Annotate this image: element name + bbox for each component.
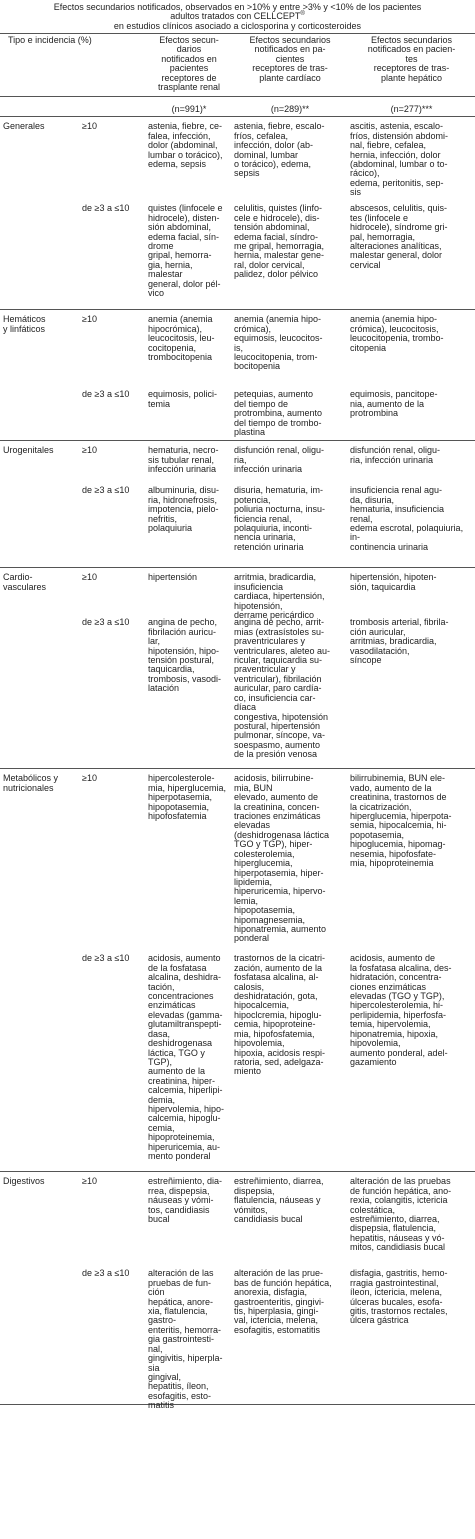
n-renal: (n=991)* — [171, 104, 207, 115]
sample-size-spacer — [0, 114, 146, 116]
incidence-label: de ≥3 a ≤10 — [82, 1268, 130, 1279]
section — [0, 1172, 475, 1411]
table-header — [0, 34, 475, 97]
section-rows — [78, 568, 475, 768]
category-label: Generales — [3, 121, 45, 132]
effects-renal: anemia (anemia hipocrómica), leucocitosis, leu- cocitopenia, trombocitopenia — [148, 314, 215, 363]
effects-hepatic: acidosis, aumento de la fosfatasa alcalina, des- hidratación, concentra- ciones enzimáticas elevadas (TGO y TGP), hipercolesterolemia, hi- perlipidemia, hiperfosfa- temia, hipervolemia, hiponatremia, hipoxia, hipovolemia, aumento ponderal, adel- gazamiento — [350, 953, 452, 1067]
table-row — [78, 1264, 475, 1411]
effects-hepatic: ascitis, astenia, escalo- fríos, distensión abdomi- nal, fiebre, cefalea, hernia, infección, dolor (abdominal, lumbar o to- rácico), edema, peritonitis, sep- sis — [350, 121, 449, 198]
section-rows — [78, 310, 475, 440]
title-line-1: Efectos secundarios notificados, observados en >10% y entre >3% y <10% de los pacientes — [53, 2, 422, 12]
effects-cardiac: estreñimiento, diarrea, dispepsia, flatulencia, náuseas y vómitos, candidiasis bucal — [234, 1176, 324, 1225]
incidence-label: ≥10 — [82, 314, 97, 325]
effects-cardiac: disfunción renal, oligu- ria, infección urinaria — [234, 445, 325, 475]
effects-hepatic: alteración de las pruebas de función hepática, ano- rexia, colangitis, ictericia colestática, estreñimiento, diarrea, dispepsia, flatulencia, hepatitis, náuseas y vó- mitos, candidiasis bucal — [350, 1176, 452, 1253]
table-row — [78, 310, 475, 385]
effects-renal: hematuria, necro- sis tubular renal, infección urinaria — [148, 445, 219, 475]
incidence-label: de ≥3 a ≤10 — [82, 485, 130, 496]
effects-renal: alteración de las pruebas de fun- ción hepática, anore- xia, flatulencia, gastro- enteritis, hemorra- gia gastrointesti- nal, gingivitis, hiperpla- sia gingival, hepatitis, íleon, esofagitis, esto- matitis — [148, 1268, 223, 1411]
section — [0, 441, 475, 568]
incidence-label: de ≥3 a ≤10 — [82, 617, 130, 628]
table-row — [78, 1172, 475, 1264]
category-label: Digestivos — [3, 1176, 45, 1187]
effects-hepatic: bilirrubinemia, BUN ele- vado, aumento de la creatinina, trastornos de la cicatrización, hiperglucemia, hiperpota- semia, hipocalcemia, hi- popotasemia, hipoglucemia, hipomag- nesemia, hipofosfate- mia, hipoproteinemia — [350, 773, 452, 869]
effects-cardiac: celulitis, quistes (linfo- cele e hidrocele), dis- tensión abdominal, edema facial, síndro- me gripal, hemorragia, hernia, malestar gene- ral, dolor cervical, palidez, dolor pélvico — [234, 203, 325, 280]
header-type-incidence: Tipo e incidencia (%) — [8, 35, 92, 45]
incidence-label: ≥10 — [82, 1176, 97, 1187]
effects-renal: albuminuria, disu- ria, hidronefrosis, impotencia, pielo- nefritis, polaquiuria — [148, 485, 220, 534]
category-label: Cardio- vasculares — [3, 572, 47, 592]
effects-renal: acidosis, aumento de la fosfatasa alcalina, deshidra- tación, concentraciones enzimáticas elevadas (gamma- glutamiltranspepti- dasa, deshidrogenasa láctica, TGO y TGP), aumento de la creatinina, hiper- calcemia, hiperlipi- demia, hipervolemia, hipo- calcemia, hipoglu- cemia, hipoproteinemia, hiperuricemia, au- mento ponderal — [148, 953, 225, 1161]
header-cardiac: Efectos secundarios notificados en pa- cientes receptores de tras- plante cardíaco — [249, 35, 331, 83]
title-line-2-text: adultos tratados con CELLCEPT — [170, 11, 301, 22]
effects-cardiac: angina de pecho, arrit- mias (extrasístoles su- praventriculares y ventriculares, aleteo au- ricular, taquicardia su- praventricular y ventricular), fibrilación auricular, paro cardía- co, insuficiencia car- díaca congestiva, hipotensión postural, hipertensión pulmonar, síncope, va- soespasmo, aumento de la presión venosa — [234, 617, 331, 760]
incidence-label: ≥10 — [82, 445, 97, 456]
effects-cardiac: alteración de las prue- bas de función hepática, anorexia, disfagia, gastroenteritis, gingivi- tis, hiperplasia, gingi- val, ictericia, melena, esofagitis, estomatitis — [234, 1268, 332, 1335]
effects-renal: equimosis, polici- temia — [148, 389, 218, 409]
n-cardiac: (n=289)** — [270, 104, 310, 115]
n-hepatic: (n=277)*** — [390, 104, 433, 115]
incidence-label: ≥10 — [82, 572, 97, 583]
effects-hepatic: disfunción renal, oligu- ria, infección urinaria — [350, 445, 441, 465]
incidence-label: de ≥3 a ≤10 — [82, 953, 130, 964]
effects-hepatic: equimosis, pancitope- nia, aumento de la protrombina — [350, 389, 438, 419]
sample-size-row — [0, 97, 475, 117]
effects-cardiac: disuria, hematuria, im- potencia, poliuria nocturna, insu- ficiencia renal, polaquiuria, inconti- nencia urinaria, retención urinaria — [234, 485, 326, 552]
category-label: Hemáticos y linfáticos — [3, 314, 46, 334]
section — [0, 568, 475, 769]
table-body — [0, 117, 475, 1411]
incidence-label: de ≥3 a ≤10 — [82, 389, 130, 400]
effects-cardiac: trastornos de la cicatri- zación, aumento de la fosfatasa alcalina, al- calosis, deshidratación, gota, hipocalcemia, hipoclcremia, hipoglu- cemia, hipoproteine- mia, hipofosfatemia, hipovolemia, hipoxia, acidosis respi- ratoria, sed, adelgaza- miento — [234, 953, 326, 1077]
effects-renal: hipercolesterole- mia, hiperglucemia, hiperpotasemia, hipopotasemia, hipofosfatemia — [148, 773, 227, 822]
section-rows — [78, 1172, 475, 1411]
table-row — [78, 385, 475, 440]
table-row — [78, 613, 475, 768]
effects-hepatic: anemia (anemia hipo- crómica), leucocitosis, leucocitopenia, trombo- citopenia — [350, 314, 444, 353]
effects-hepatic: insuficiencia renal agu- da, disuria, hematuria, insuficiencia renal, edema escrotal, polaquiuria, in- continencia urinaria — [350, 485, 464, 552]
effects-renal: astenia, fiebre, ce- falea, infección, dolor (abdominal, lumbar o torácico), edema, sepsis — [148, 121, 223, 170]
header-renal: Efectos secun- darios notificados en pacientes receptores de trasplante renal — [157, 35, 221, 93]
category-label: Urogenitales — [3, 445, 54, 456]
section — [0, 117, 475, 310]
effects-hepatic: hipertensión, hipoten- sión, taquicardia — [350, 572, 437, 592]
section — [0, 769, 475, 1172]
effects-cardiac: astenia, fiebre, escalo- fríos, cefalea, infección, dolor (ab- dominal, lumbar o torácico), edema, sepsis — [234, 121, 325, 179]
section-rows — [78, 769, 475, 1171]
effects-cardiac: arritmia, bradicardia, insuficiencia cardiaca, hipertensión, hipotensión, derrame pericárdico — [234, 572, 325, 621]
effects-renal: hipertensión — [148, 572, 198, 583]
table-title — [0, 0, 475, 34]
effects-cardiac: anemia (anemia hipo- crómica), equimosis, leucocitos- is, leucocitopenia, trom- bocitopenia — [234, 314, 323, 372]
effects-hepatic: disfagia, gastritis, hemo- rragia gastrointestinal, íleon, ictericia, melena, úlceras bucales, esofa- gitis, trastornos rectales, úlcera gástrica — [350, 1268, 448, 1326]
section-rows — [78, 117, 475, 309]
incidence-label: ≥10 — [82, 121, 97, 132]
title-line-3: en estudios clínicos asociado a ciclosporina y corticosteroides — [113, 20, 362, 31]
table-row — [78, 769, 475, 949]
header-hepatic: Efectos secundarios notificados en pacien- tes receptores de tras- plante hepático — [367, 35, 456, 83]
effects-hepatic: abscesos, celulitis, quis- tes (linfocele e hidrocele), síndrome gri- pal, hemorragia, alteraciones analíticas, malestar general, dolor cervical — [350, 203, 448, 270]
effects-cardiac: petequias, aumento del tiempo de protrombina, aumento del tiempo de trombo- plastina — [234, 389, 323, 438]
table-row — [78, 481, 475, 567]
registered-mark: ® — [300, 11, 305, 18]
category-label: Metabólicos y nutricionales — [3, 773, 59, 793]
table-row — [78, 568, 475, 621]
effects-renal: quistes (linfocele e hidrocele), disten- sión abdominal, edema facial, sín- drome gripal, hemorra- gia, hernia, malestar general, dolor pél- vico — [148, 203, 223, 299]
table-row — [78, 441, 475, 481]
section — [0, 310, 475, 441]
table-row — [78, 949, 475, 1171]
incidence-label: ≥10 — [82, 773, 97, 784]
table-row — [78, 117, 475, 199]
effects-cardiac: acidosis, bilirrubine- mia, BUN elevado, aumento de la creatinina, concen- traciones enzimáticas elevadas (deshidrogenasa láctica TGO y TGP), hiper- colesterolemia, hiperglucemia, hiperpotasemia, hiper- lipidemia, hiperuricemia, hipervo- lemia, hipopotasemia, hipomagnesemia, hiponatremia, aumento ponderal — [234, 773, 330, 944]
effects-hepatic: trombosis arterial, fibrila- ción auricular, arritmias, bradicardia, vasodilatación, síncope — [350, 617, 449, 666]
table-row — [78, 199, 475, 309]
section-rows — [78, 441, 475, 567]
effects-renal: estreñimiento, dia- rrea, dispepsia, náuseas y vómi- tos, candidiasis bucal — [148, 1176, 223, 1225]
effects-renal: angina de pecho, fibrilación auricu- lar, hipotensión, hipo- tensión postural, taquicardia, trombosis, vasodi- latación — [148, 617, 222, 694]
incidence-label: de ≥3 a ≤10 — [82, 203, 130, 214]
